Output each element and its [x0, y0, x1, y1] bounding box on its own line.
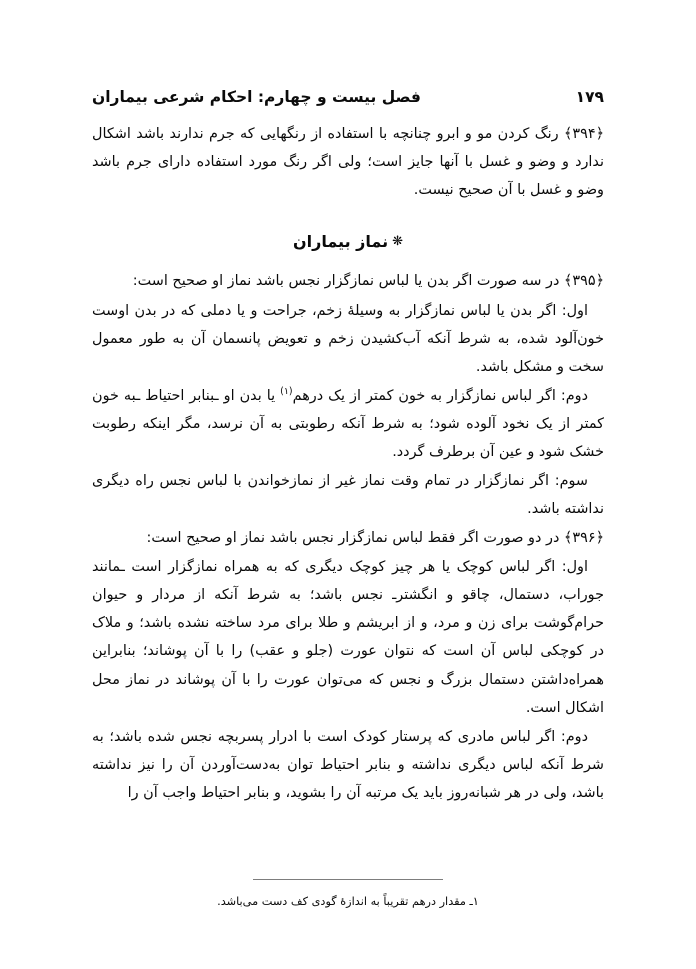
section-heading-prayer-of-the-sick	[92, 226, 604, 257]
section-heading-label: نماز بیماران	[292, 232, 389, 252]
paragraph-395-first: اول: اگر بدن یا لباس نمازگزار به وسیلهٔ زخم، جراحت و یا دملی که در بدن اوست خون‌آلود شده، به شرط آنکه آب‌کشیدن زخم و تعویض پانسمان آن به طور معمول سخت و مشکل باشد.	[92, 302, 604, 375]
header-chapter-title: فصل بیست و چهارم: احکام شرعی بیماران	[92, 88, 421, 106]
paragraph-396-first: اول: اگر لباس کوچک یا هر چیز کوچک دیگری که به همراه نمازگزار است ـمانند جوراب، دستمال، چاقو و انگشترـ نجس باشد؛ به شرط آنکه از مردار و حیوان حرام‌گوشت برای زن و مرد، و از ابریشم و طلا برای مرد ساخته نشده باشد؛ و ملاک در کوچکی لباس آن است که نتوان عورت (جلو و عقب) را با آن پوشاند؛ بنابراین همراه‌داشتن دستمال بزرگ و نجس که می‌توان عورت را با آن پوشاند در نماز محل اشکال است.	[92, 559, 604, 716]
paragraph-395-intro: ﴿۳۹۵﴾ در سه صورت اگر بدن یا لباس نمازگزار نجس باشد نماز او صحیح است:	[132, 273, 604, 290]
paragraph-395-second-before: دوم: اگر لباس نمازگزار به خون کمتر از یک درهم	[292, 387, 588, 404]
paragraph-395-second	[92, 382, 604, 466]
page-number: ۱۷۹	[575, 88, 604, 106]
paragraph-395-second-after: یا بدن او ـبنابر احتیاط ـبه خون کمتر از یک نخود آلوده شود؛ به شرط آنکه رطوبتی به آن نرسد، مگر اینکه رطوبت خشک شود و عین آن برطرف گردد.	[92, 387, 604, 460]
footnote-1: ۱ـ مقدار درهم تقریباً به اندازهٔ گودی کف دست می‌باشد.	[217, 894, 479, 908]
paragraph-394: ﴿۳۹۴﴾ رنگ کردن مو و ابرو چنانچه با استفاده از رنگهایی که جرم ندارند باشد اشکال ندارد و وضو و غسل با آنها جایز است؛ ولی اگر رنگ مورد استفاده دارای جرم باشد وضو و غسل با آن صحیح نیست.	[92, 126, 604, 199]
page-body	[92, 120, 604, 807]
footnote-marker-1: (۱)	[280, 385, 293, 397]
footnote-separator	[253, 879, 443, 880]
footnote-area	[92, 879, 604, 911]
running-header	[92, 88, 604, 106]
paragraph-396-intro: ﴿۳۹۶﴾ در دو صورت اگر فقط لباس نمازگزار نجس باشد نماز او صحیح است:	[146, 530, 604, 547]
asterisk-icon: ❋	[392, 234, 404, 250]
paragraph-395-third: سوم: اگر نمازگزار در تمام وقت نماز غیر از نمازخواندن با لباس نجس راه دیگری نداشته باشد.	[92, 472, 604, 518]
paragraph-396-second: دوم: اگر لباس مادری که پرستار کودک است با ادرار پسربچه نجس شده باشد؛ به شرط آنکه لباس دیگری نداشته و بنابر احتیاط توان به‌دست‌آوردن آن را نیز نداشته باشد، ولی در هر شبانه‌روز باید یک مرتبه آن را بشوید، و بنابر احتیاط واجب آن را	[92, 728, 604, 801]
